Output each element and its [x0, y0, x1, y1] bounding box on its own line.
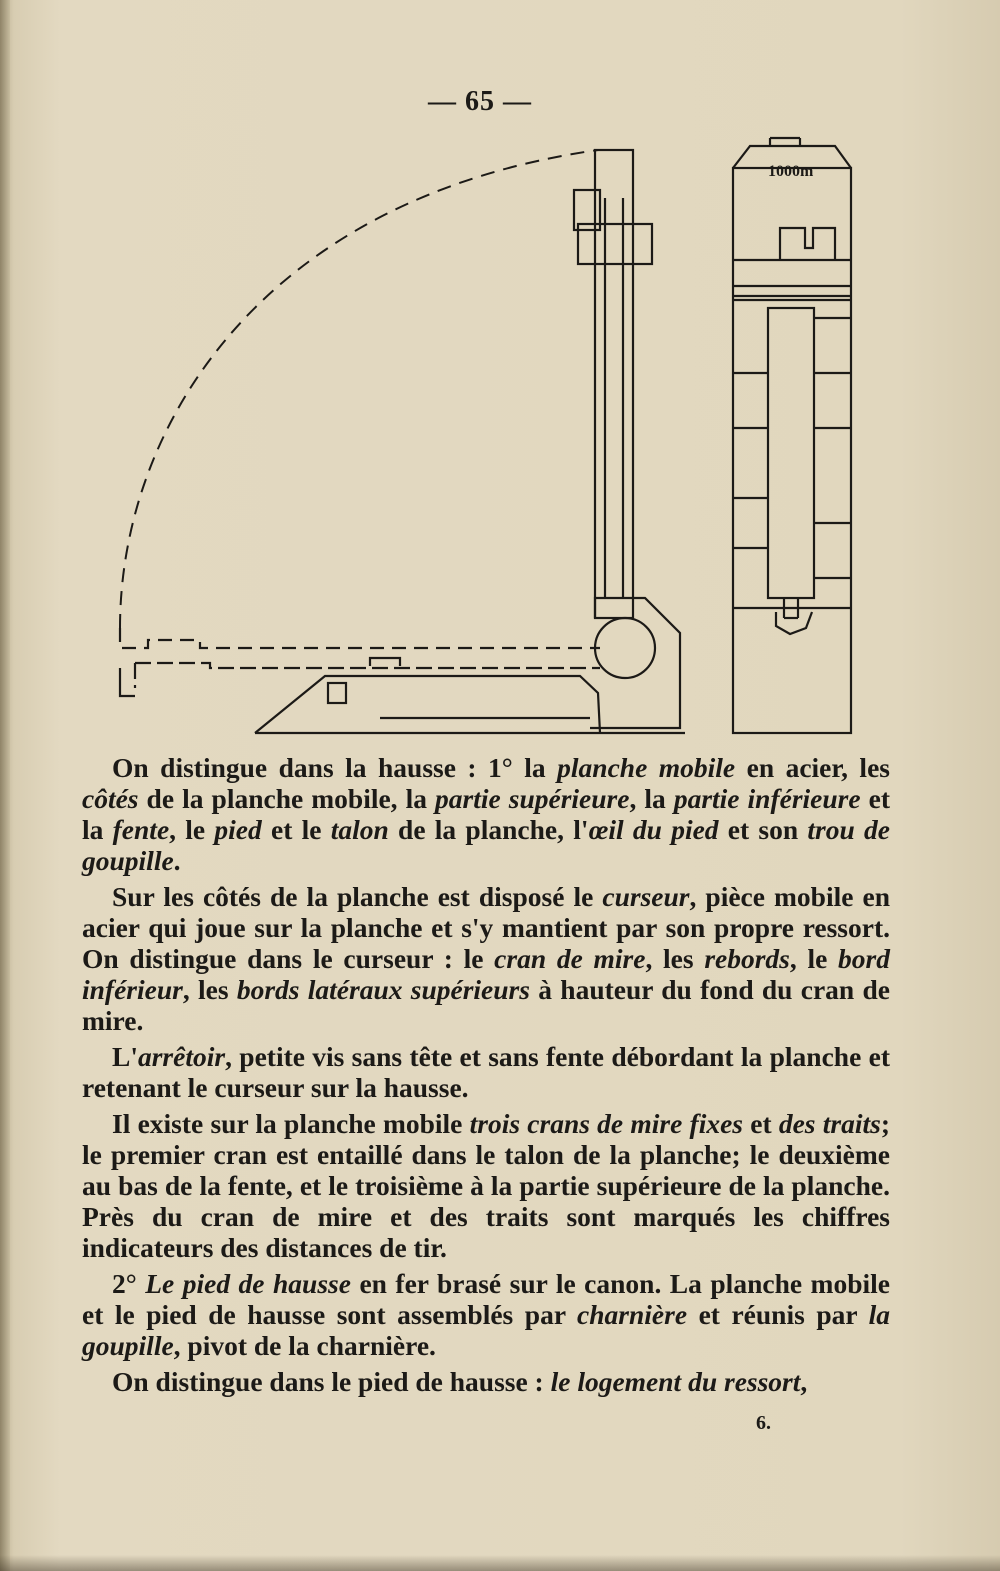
- folded-leaf: [120, 628, 600, 648]
- paragraph-6: On distingue dans le pied de hausse : le logement du ressort,: [112, 1366, 808, 1397]
- page-bottom-shadow: [0, 1555, 1000, 1571]
- paragraph-1: On distingue dans la hausse : 1° la planche mobile en acier, les côtés de la planche mobile, la partie supérieure, la partie inférieure et la fente, le pied et le talon de la planche, l'œil du pied et son trou de goupille.: [82, 752, 890, 876]
- signature-mark: 6.: [756, 1412, 771, 1434]
- paragraph-4: Il existe sur la planche mobile trois crans de mire fixes et des traits; le premier cran est entaillé dans le talon de la planche; le deuxième au bas de la fente, et le troisième à la partie supérieure de la planche. Près du cran de mire et des traits sont marqués les chiffres indicateurs des distances de tir.: [82, 1108, 890, 1263]
- rear-sight-diagram-svg: [100, 128, 870, 740]
- rear-sight-diagram: [100, 128, 870, 740]
- paragraph-5: 2° Le pied de hausse en fer brasé sur le canon. La planche mobile et le pied de hausse sont assemblés par charnière et réunis par la goupille, pivot de la charnière.: [82, 1268, 890, 1361]
- paragraph-3: L'arrêtoir, petite vis sans tête et sans fente débordant la planche et retenant le curseur sur la hausse.: [82, 1041, 890, 1103]
- front-slot: [768, 308, 814, 598]
- distance-label-1000: 1000m: [768, 163, 814, 180]
- page-gutter-shadow: [0, 0, 10, 1571]
- leaf-front-view: [733, 168, 851, 733]
- front-sight-notch: [780, 228, 835, 260]
- page-number: — 65 —: [428, 86, 532, 117]
- body-text: [82, 752, 890, 1397]
- paragraph-2: Sur les côtés de la planche est disposé le curseur, pièce mobile en acier qui joue sur la planche et s'y mantient par son propre ressort. On distingue dans le curseur : le cran de mire, les rebords, le bord inférieur, les bords latéraux supérieurs à hauteur du fond du cran de mire.: [82, 881, 890, 1036]
- sight-base: [255, 676, 600, 733]
- hinge-eye: [595, 618, 655, 678]
- graduation-ticks: [733, 318, 851, 578]
- swing-arc: [120, 150, 598, 628]
